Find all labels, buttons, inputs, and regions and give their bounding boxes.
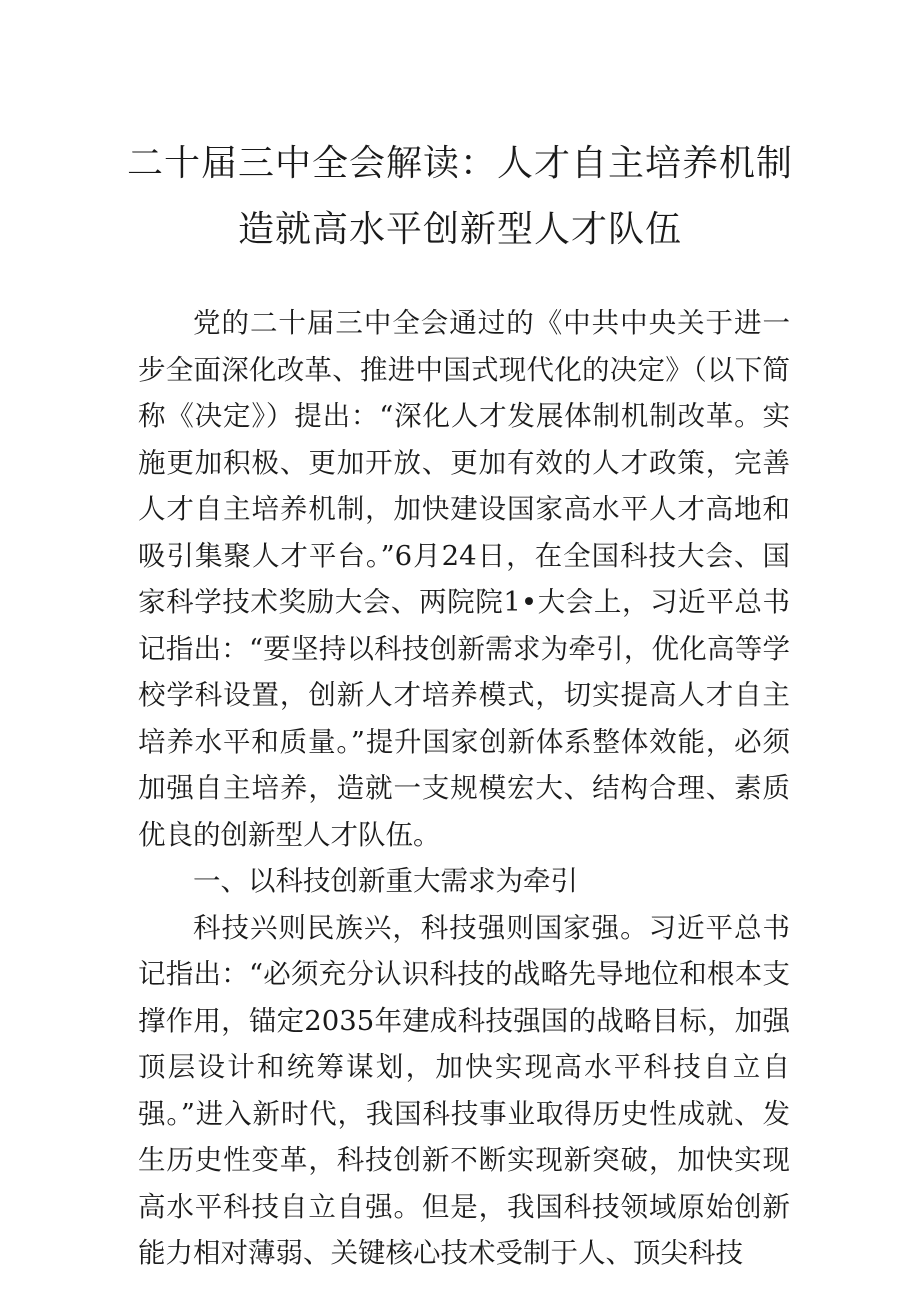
paragraph-section-1: 科技兴则民族兴，科技强则国家强。习近平总书记指出：“必须充分认识科技的战略先导地位和根本支撑作用，锚定2035年建成科技强国的战略目标，加强顶层设计和统筹谋划，加快实现高水平科技自立自强。”进入新时代，我国科技事业取得历史性成就、发生历史性变革，科技创新不断实现新突破，加快实现高水平科技自立自强。但是，我国科技领域原始创新能力相对薄弱、关键核心技术受制于人、顶尖科技 [138, 911, 790, 1269]
document-body [138, 300, 790, 1277]
document-title-line-2: 造就高水平创新型人才队伍 [237, 209, 682, 250]
paragraph-intro: 党的二十届三中全会通过的《中共中央关于进一步全面深化改革、推进中国式现代化的决定》（以下简称《决定》）提出：“深化人才发展体制机制改革。实施更加积极、更加开放、更加有效的人才政策，完善人才自主培养机制，加快建设国家高水平人才高地和吸引集聚人才平台。”6月24日，在全国科技大会、国家科学技术奖励大会、两院院1•大会上，习近平总书记指出：“要坚持以科技创新需求为牵引，优化高等学校学科设置，创新人才培养模式，切实提高人才自主培养水平和质量。”提升国家创新体系整体效能，必须加强自主培养，造就一支规模宏大、结构合理、素质优良的创新型人才队伍。 [138, 307, 790, 851]
document-title-line-1: 二十届三中全会解读：人才自主培养机制 [126, 143, 793, 184]
section-heading-1: 一、以科技创新重大需求为牵引 [193, 865, 578, 897]
